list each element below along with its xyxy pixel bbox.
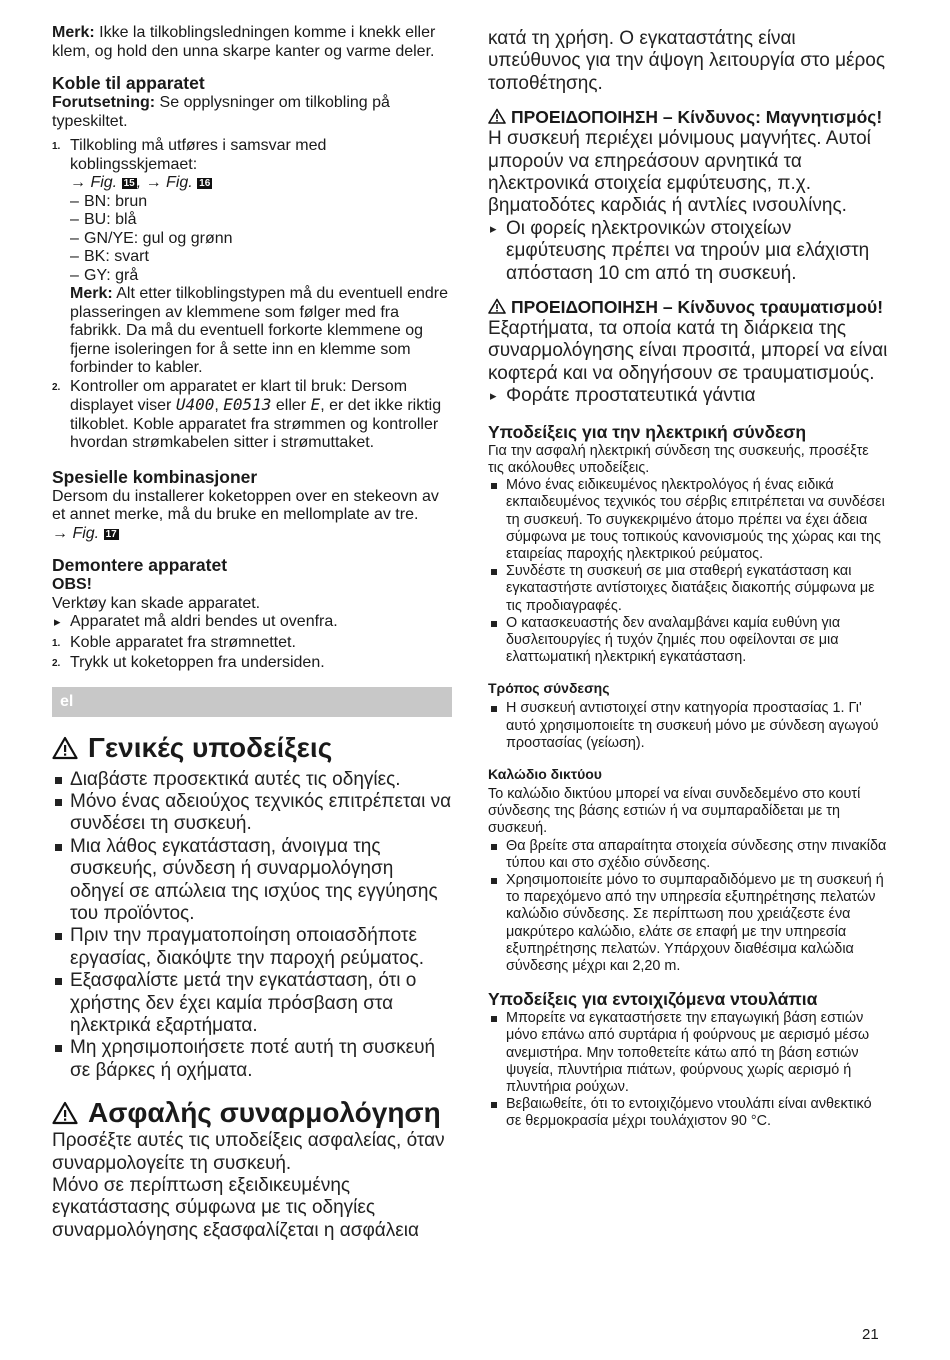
obs-text: Verktøy kan skade apparatet. [52,594,261,612]
fig-label: Fig. [90,174,118,191]
wire-item: – BK: svart [70,248,452,267]
step-text: Tilkobling må utføres i samsvar med koblingsskjemaet: [70,137,327,173]
step-number: 1. [52,637,61,649]
warning-title-text: ΠΡΟΕΙΔΟΠΟΙΗΣΗ – Κίνδυνος: Μαγνητισμός! [511,107,883,128]
list-item: Η συσκευή αντιστοιχεί στην κατηγορία προστασίας 1. Γι' αυτό χρησιμοποιείτε τη συσκευή μόνο με σύνδεση αγωγού προστασίας (γείωση). [488,700,888,752]
wire-item: – BN: brun [70,193,452,212]
note-kink [52,24,452,61]
electric-list [488,477,888,666]
fig-label: Fig. [166,174,193,191]
list-item: Μόνο ένας ειδικευμένος ηλεκτρολόγος ή ένας ειδικά εκπαιδευμένος τεχνικός του σέρβις επιτρέπεται να συνδέσει τη συσκευή. Το συγκεκριμένο άτομο πρέπει να έχει άδεια σύμφωνα με τους τοπικούς κανονισμούς της χώρας και της εταιρείας παροχής ηλεκτρικού ρεύματος. [488,477,888,563]
heading-connect: Koble til apparatet [52,73,205,93]
step-text: Kontroller om apparatet er klart til bruk: Dersom displayet viser [70,377,408,414]
note-text: Ikke la tilkoblingsledningen komme i knekk eller klem, og hold den unna skarpe kanter og varme deler. [52,24,436,60]
warning-magnetism-actions [488,218,888,285]
warning-magnetism-title [488,107,888,128]
warning-triangle-icon [488,108,506,124]
action-item: ▸ Φοράτε προστατευτικά γάντια [488,385,888,407]
action-item: ▸ Οι φορείς ηλεκτρονικών στοιχείων εμφύτευσης πρέπει να τηρούν μια ελάχιστη απόσταση 10 cm από τη συσκευή. [488,218,888,285]
cable-list [488,838,888,976]
wire-item: – GY: grå [70,267,452,286]
warning-injury-actions [488,385,888,407]
list-item: Μη χρησιμοποιήσετε ποτέ αυτή τη συσκευή σε βάρκες ή οχήματα. [52,1037,452,1082]
heading-safe-assembly [52,1096,452,1130]
heading-cabinet: Υποδείξεις για εντοιχιζόμενα ντουλάπια [488,989,818,1010]
heading-special: Spesielle kombinasjoner [52,466,258,487]
continued-text: κατά τη χρήση. Ο εγκαταστάτης είναι υπεύθυνος για την άψογη λειτουργία στο μέρος τοποθέτησης. [488,28,886,94]
heading-general [52,731,452,765]
list-item: Διαβάστε προσεκτικά αυτές τις οδηγίες. [52,769,452,791]
special-text: Dersom du installerer koketoppen over en stekeovn av et annet merke, må du bruke en mellomplate av tre. [52,487,439,523]
fig-number: 15 [123,178,135,189]
safe-para-2: Μόνο σε περίπτωση εξειδικευμένης εγκατάστασης σύμφωνα με τις οδηγίες συναρμολόγησης εξασφαλίζεται η ασφάλεια [52,1175,419,1241]
list-item: Μια λάθος εγκατάσταση, άνοιγμα της συσκευής, σύνδεση ή συναρμολόγηση οδηγεί σε απώλεια της ισχύος της εγγύησης του προϊόντος. [52,836,452,926]
warning-title-text: ΠΡΟΕΙΔΟΠΟΙΗΣΗ – Κίνδυνος τραυματισμού! [511,297,884,318]
wire-item: – BU: blå [70,211,452,230]
left-column [52,24,452,1242]
list-item: Μπορείτε να εγκαταστήσετε την επαγωγική βάση εστιών μόνο επάνω από συρτάρια ή φούρνους με αερισμό μέσω ανεμιστήρα. Μην τοποθετείτε κάτω από τη βάση εστιών ψυγεία, πλυντήρια πιάτων, φούρνους χωρίς αερισμό ή πλυντήρια ρούχων. [488,1010,888,1096]
list-item: Πριν την πραγματοποίηση οποιασδήποτε εργασίας, διακόψτε την παροχή ρεύματος. [52,925,452,970]
heading-text: Γενικές υποδείξεις [88,731,333,763]
figure-ref [52,525,452,544]
list-item: Συνδέστε τη συσκευή σε μια σταθερή εγκατάσταση και εγκαταστήστε αντίστοιχες διατάξεις διακοπής σύμφωνα με τις προδιαγραφές. [488,563,888,615]
fig-label: Fig. [72,524,100,542]
list-item: Ο κατασκευαστής δεν αναλαμβάνει καμία ευθύνη για δυσλειτουργίες ή τυχόν ζημιές που οφείλονται σε μια ελαττωματική ηλεκτρική εγκατάσταση. [488,615,888,667]
list-item: Βεβαιωθείτε, ότι το εντοιχιζόμενο ντουλάπι είναι ανθεκτικό σε θερμοκρασία μέχρι τουλάχιστον 90 °C. [488,1096,888,1130]
wire-item: – GN/YE: gul og grønn [70,230,452,249]
step-number: 1. [52,141,61,152]
note-text: Alt etter tilkoblingstypen må du eventuell endre plasseringen av klemmene som følger med fra fabrikk. Da må du eventuell forkorte klemmene og fjerne isoleringen for å sette inn en klemme som forbinder to kabler. [70,285,448,376]
dismantle-steps [52,634,452,673]
heading-electric: Υποδείξεις για την ηλεκτρική σύνδεση [488,421,807,442]
heading-method: Τρόπος σύνδεσης [488,680,610,697]
general-list [52,769,452,1083]
warning-injury-title [488,297,888,318]
prerequisite [52,94,452,131]
step-text: eller [275,397,307,414]
list-item: Εξασφαλίστε μετά την εγκατάσταση, ότι ο χρήστης δεν έχει καμία πρόσβαση στα ηλεκτρικά εξαρτήματα. [52,970,452,1037]
page-number: 21 [862,1326,879,1343]
step-text: Koble apparatet fra strømnettet. [70,633,296,651]
warning-triangle-icon [488,298,506,314]
warning-injury-text: Εξαρτήματα, τα οποία κατά τη διάρκεια της συναρμολόγησης είναι προσιτά, μπορεί να είναι κοφτερά και να οδηγήσουν σε τραυματισμούς. [488,318,888,384]
warning-magnetism-text: Η συσκευή περιέχει μόνιμους μαγνήτες. Αυτοί μπορούν να επηρεάσουν αρνητικά τα ηλεκτρονικά στοιχεία εμφύτευσης, π.χ. βηματοδότες καρδιάς ή αντλίες ινσουλίνης. [488,128,871,217]
display-code: U400 [175,395,215,414]
step-item [52,634,452,653]
step-1 [52,137,452,378]
action-item: ▸ Apparatet må aldri bendes ut ovenfra. [52,613,452,632]
heading-dismantle: Demontere apparatet [52,555,228,575]
step-number: 2. [52,381,61,393]
display-code: E [310,395,321,414]
warning-triangle-icon [52,736,78,760]
step-text: Trykk ut koketoppen fra undersiden. [70,654,325,671]
list-item: Μόνο ένας αδειούχος τεχνικός επιτρέπεται να συνδέσει τη συσκευή. [52,791,452,836]
language-bar: el [52,687,452,717]
note-label: Merk: [52,24,95,41]
step-number: 2. [52,658,61,669]
step-text: , er det ikke riktig tilkoblet. Koble apparatet fra strømmen og kontroller hvordan strømkabelen sitter i strømuttaket. [70,397,442,451]
safe-para-1: Προσέξτε αυτές τις υποδείξεις ασφαλείας, όταν συναρμολογείτε τη συσκευή. [52,1130,445,1174]
step-item [52,654,452,673]
heading-text: Ασφαλής συναρμολόγηση [88,1097,441,1129]
list-item: Θα βρείτε στα απαραίτητα στοιχεία σύνδεσης στην πινακίδα τύπου και στο σχέδιο σύνδεσης. [488,838,888,872]
wire-list [70,193,452,286]
dismantle-actions [52,613,452,632]
arrow-right-icon: → [145,174,162,191]
note-label: Merk: [70,285,113,302]
cable-intro: Το καλώδιο δικτύου μπορεί να είναι συνδεδεμένο στο κουτί σύνδεσης της βάσης εστιών ή να συμπαραδίδεται με τη συσκευή. [488,785,861,837]
arrow-right-icon: → [70,174,86,191]
right-column [488,24,888,1131]
prereq-text: Se opplysninger om tilkobling på typeskiltet. [52,94,390,130]
connect-steps [52,137,452,453]
obs-label: OBS! [52,576,92,593]
step-2: 2. Kontroller om apparatet er klart til bruk: Dersom displayet viser U400, E0513 eller E, er det ikke riktig tilkoblet. Koble apparatet fra strømmen og kontroller hvordan strømkabelen sitter i strømuttaket. [52,377,442,451]
method-list [488,700,888,752]
fig-number: 17 [105,528,117,540]
list-item: Χρησιμοποιείτε μόνο το συμπαραδιδόμενο με τη συσκευή ή το παρεχόμενο από την υπηρεσία εξυπηρέτησης πελατών καλώδιο σύνδεσης. Σε περίπτωση που χρειάζεστε ένα μακρύτερο καλώδιο, ελάτε σε επαφή με την υπηρεσία εξυπηρέτησης πελατών. Υπάρχουν διαθέσιμα καλώδια σύνδεσης μέχρι και 2,20 m. [488,872,888,975]
fig-number: 16 [199,178,211,189]
heading-cable: Καλώδιο δικτύου [488,765,602,782]
display-code: E0513 [223,395,272,414]
figure-ref: → Fig. 15 , → Fig. 16 [70,174,211,191]
electric-intro: Για την ασφαλή ηλεκτρική σύνδεση της συσκευής, προσέξτε τις ακόλουθες υποδείξεις. [488,442,869,476]
warning-triangle-icon [52,1101,78,1125]
note-terminals [70,285,452,378]
prereq-label: Forutsetning: [52,94,156,111]
arrow-right-icon: → [52,524,68,542]
cabinet-list [488,1010,888,1130]
